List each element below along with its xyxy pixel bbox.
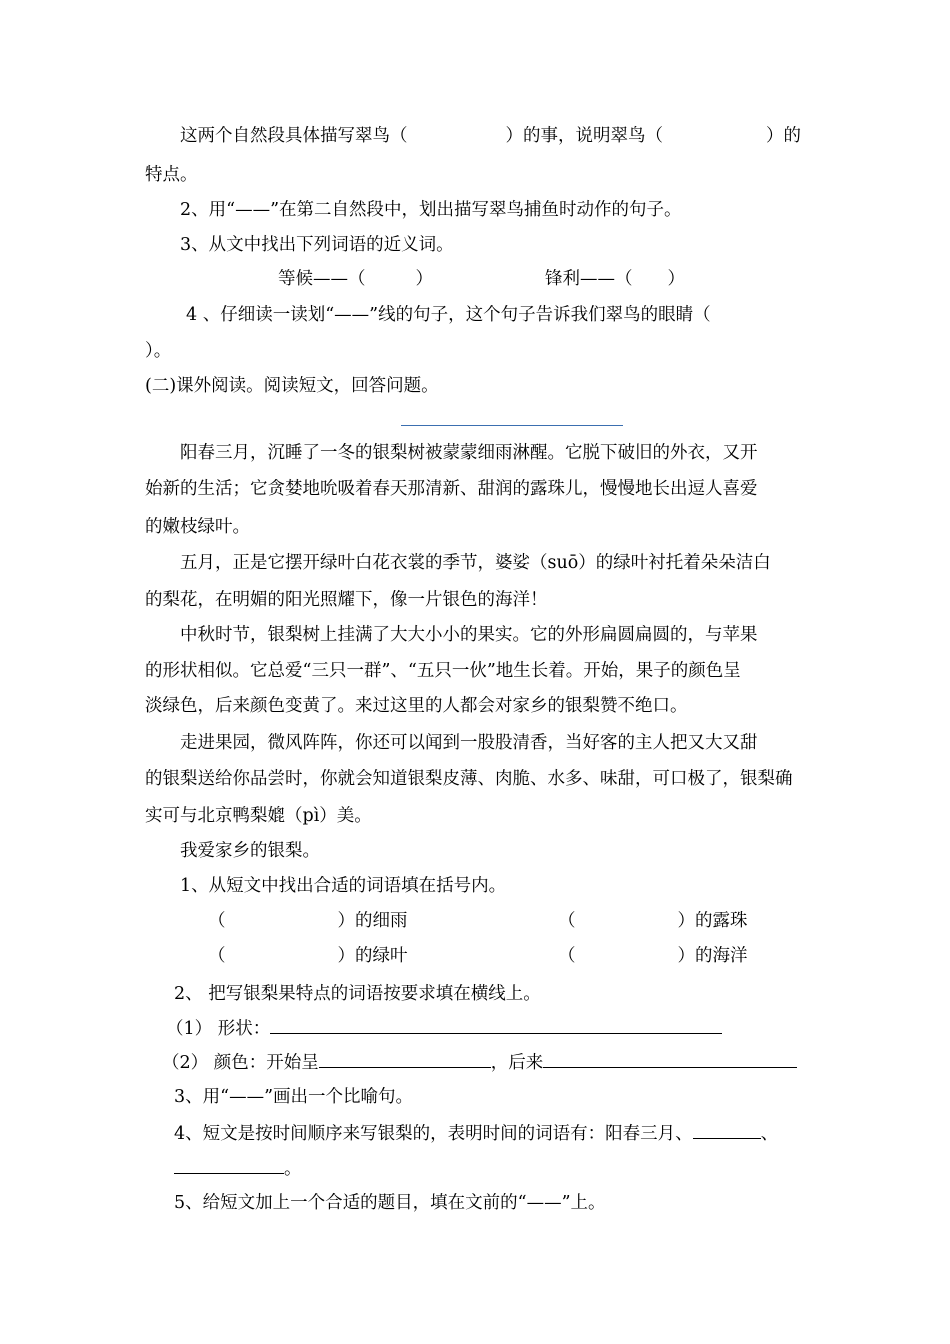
text: ）的 bbox=[766, 126, 801, 146]
synonym-item-2 bbox=[545, 266, 685, 292]
text: 锋利——（ bbox=[545, 269, 633, 289]
text: 4、短文是按时间顺序来写银梨的，表明时间的词语有：阳春三月、 bbox=[174, 1124, 693, 1144]
question-4 bbox=[174, 1120, 778, 1147]
text: （ bbox=[208, 911, 226, 931]
question-2-shape bbox=[166, 1015, 722, 1042]
text: 等候——（ bbox=[278, 269, 366, 289]
answer-blank[interactable] bbox=[319, 1049, 491, 1068]
fill-item bbox=[208, 943, 408, 969]
passage-line: 阳春三月，沉睡了一冬的银梨树被蒙蒙细雨淋醒。它脱下破旧的外衣，又开 bbox=[180, 443, 758, 463]
text: ）的细雨 bbox=[337, 911, 408, 931]
question-1: 1、从短文中找出合适的词语填在括号内。 bbox=[180, 876, 507, 896]
question-2: 2、 把写银梨果特点的词语按要求填在横线上。 bbox=[174, 984, 541, 1004]
synonym-item-1 bbox=[278, 266, 433, 292]
passage-line: 淡绿色，后来颜色变黄了。来过这里的人都会对家乡的银梨赞不绝口。 bbox=[145, 696, 688, 716]
text: ） bbox=[667, 269, 685, 289]
text: 。 bbox=[284, 1159, 302, 1179]
text: （1） 形状： bbox=[166, 1019, 271, 1039]
fill-item bbox=[208, 908, 408, 934]
question-3: 3、用“——”画出一个比喻句。 bbox=[174, 1087, 414, 1107]
question-4: 4 、仔细读一读划“——”线的句子，这个句子告诉我们翠鸟的眼睛（ bbox=[186, 305, 711, 325]
passage-line: 的银梨送给你品尝时，你就会知道银梨皮薄、肉脆、水多、味甜，可口极了，银梨确 bbox=[145, 769, 793, 789]
answer-blank[interactable] bbox=[543, 1049, 797, 1068]
question-4-cont: ）。 bbox=[145, 341, 172, 361]
fill-item bbox=[558, 908, 748, 934]
text: ）的露珠 bbox=[677, 911, 748, 931]
title-blank-line bbox=[401, 425, 623, 426]
passage-line: 实可与北京鸭梨媲（pì）美。 bbox=[145, 806, 372, 826]
question-4-cont bbox=[174, 1155, 302, 1182]
text: ，后来 bbox=[490, 1053, 544, 1073]
question-2-color bbox=[162, 1049, 797, 1076]
para-line bbox=[180, 123, 801, 149]
passage-line: 始新的生活；它贪婪地吮吸着春天那清新、甜润的露珠儿，慢慢地长出逗人喜爱 bbox=[145, 479, 758, 499]
text: ）的海洋 bbox=[677, 946, 748, 966]
passage-line: 我爱家乡的银梨。 bbox=[180, 841, 320, 861]
passage-line: 走进果园，微风阵阵，你还可以闻到一股股清香，当好客的主人把又大又甜 bbox=[180, 733, 758, 753]
answer-blank[interactable] bbox=[693, 1120, 761, 1139]
answer-blank[interactable] bbox=[174, 1155, 284, 1174]
question-2: 2、用“——”在第二自然段中，划出描写翠鸟捕鱼时动作的句子。 bbox=[180, 200, 682, 220]
para-line: 特点。 bbox=[145, 165, 198, 185]
text: ）的绿叶 bbox=[337, 946, 408, 966]
section-heading: (二)课外阅读。阅读短文，回答问题。 bbox=[145, 376, 439, 396]
text: （ bbox=[208, 946, 226, 966]
text: 、 bbox=[760, 1124, 779, 1144]
passage-line: 的形状相似。它总爱“三只一群”、“五只一伙”地生长着。开始，果子的颜色呈 bbox=[145, 661, 741, 681]
text: ）的事，说明翠鸟（ bbox=[505, 126, 663, 146]
fill-item bbox=[558, 943, 748, 969]
passage-line: 的嫩枝绿叶。 bbox=[145, 517, 250, 537]
text: ） bbox=[415, 269, 433, 289]
text: （ bbox=[558, 911, 576, 931]
passage-line: 的梨花，在明媚的阳光照耀下，像一片银色的海洋！ bbox=[145, 590, 548, 610]
text: 这两个自然段具体描写翠鸟（ bbox=[180, 126, 408, 146]
question-5: 5、给短文加上一个合适的题目，填在文前的“——”上。 bbox=[174, 1193, 606, 1213]
answer-blank[interactable] bbox=[270, 1015, 722, 1034]
passage-line: 五月，正是它摆开绿叶白花衣裳的季节，婆娑（suō）的绿叶衬托着朵朵洁白 bbox=[180, 553, 771, 573]
text: （2） 颜色：开始呈 bbox=[162, 1053, 319, 1073]
text: （ bbox=[558, 946, 576, 966]
question-3: 3、从文中找出下列词语的近义词。 bbox=[180, 235, 454, 255]
passage-line: 中秋时节，银梨树上挂满了大大小小的果实。它的外形扁圆扁圆的，与苹果 bbox=[180, 625, 758, 645]
